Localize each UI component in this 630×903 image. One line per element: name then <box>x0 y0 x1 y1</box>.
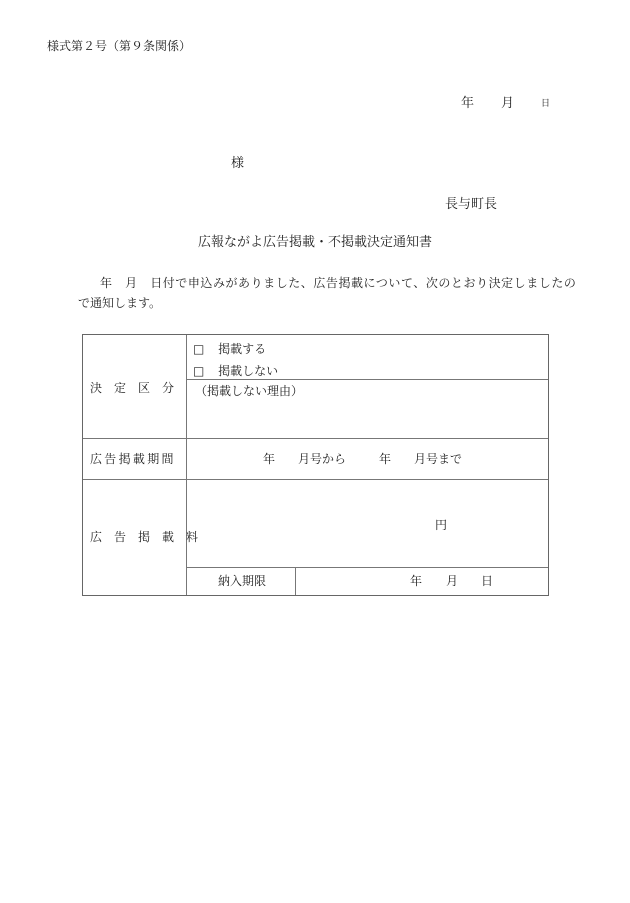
deadline-day: 日 <box>481 574 494 588</box>
deadline-year: 年 <box>410 574 423 588</box>
fee-label: 広 告 掲 載 料 <box>90 530 199 544</box>
period-year-2: 年 <box>379 452 392 466</box>
fee-unit: 円 <box>435 518 448 532</box>
date-day: 日 <box>541 99 551 109</box>
body-line-2: で通知します。 <box>78 296 162 310</box>
form-number: 様式第２号（第９条関係） <box>47 39 192 53</box>
reason-label: （掲載しない理由） <box>195 384 304 398</box>
decision-table <box>82 334 549 596</box>
option-publish-label: 掲載する <box>218 342 267 356</box>
body-line-1: 年 月 日付で申込みがありました、広告掲載について、次のとおり決定しましたの <box>100 276 577 290</box>
document-title: 広報ながよ広告掲載・不掲載決定通知書 <box>197 235 432 250</box>
deadline-month: 月 <box>446 574 459 588</box>
deadline-label: 納入期限 <box>218 574 267 588</box>
period-from: 月号から <box>298 452 347 466</box>
option-not-publish[interactable] <box>193 365 278 377</box>
sender: 長与町長 <box>445 197 498 212</box>
date-month: 月 <box>501 96 515 111</box>
recipient-suffix: 様 <box>231 156 245 171</box>
option-not-publish-label: 掲載しない <box>218 364 279 378</box>
checkbox-icon[interactable]: □ <box>193 364 205 378</box>
period-label: 広告掲載期間 <box>90 452 176 466</box>
date-year: 年 <box>461 96 475 111</box>
period-year-1: 年 <box>263 452 276 466</box>
checkbox-icon[interactable]: □ <box>193 342 205 356</box>
option-publish[interactable] <box>193 343 266 355</box>
period-to: 月号まで <box>414 452 463 466</box>
decision-label: 決 定 区 分 <box>90 381 175 395</box>
